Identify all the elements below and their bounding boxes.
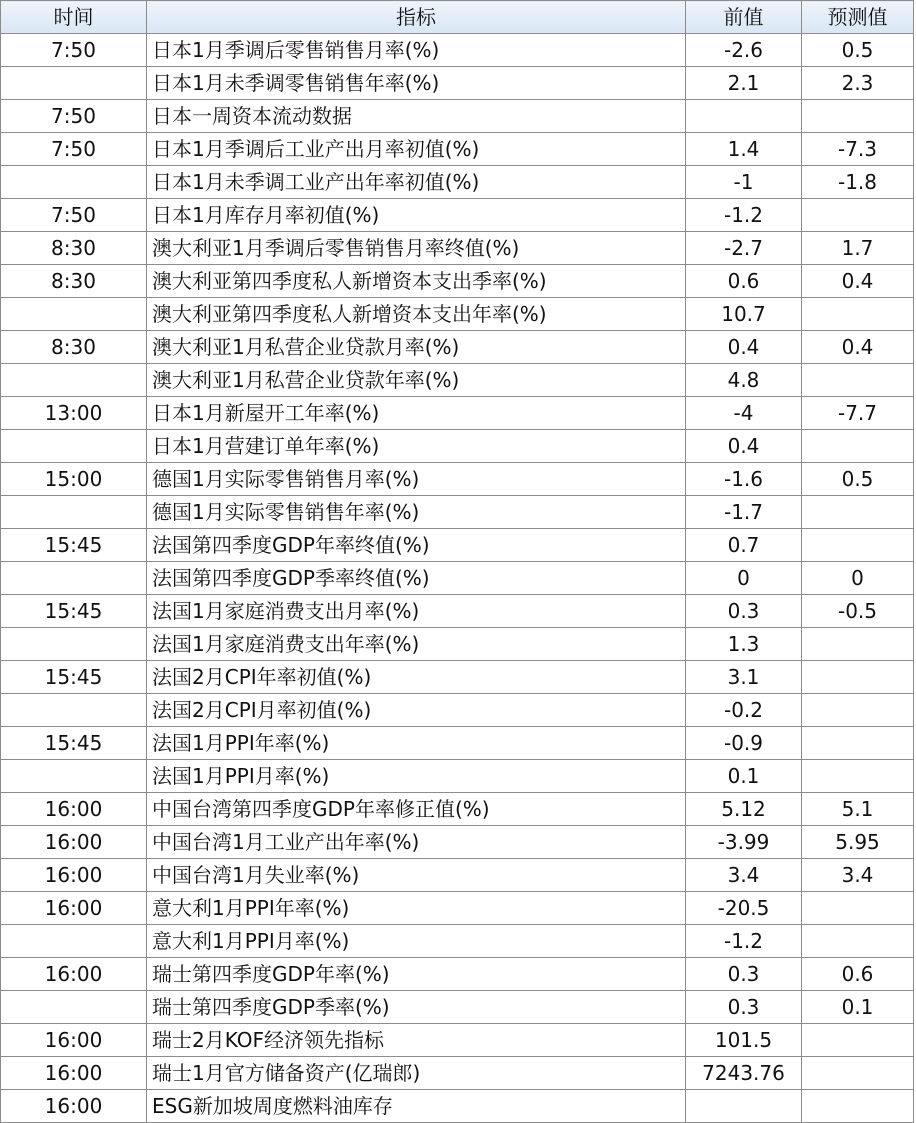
cell-indicator: 法国1月家庭消费支出月率(%) bbox=[147, 595, 686, 628]
cell-indicator: 澳大利亚第四季度私人新增资本支出年率(%) bbox=[147, 298, 686, 331]
cell-indicator: 法国1月PPI年率(%) bbox=[147, 727, 686, 760]
cell-forecast: 5.95 bbox=[802, 826, 914, 859]
header-row bbox=[1, 1, 914, 34]
cell-forecast bbox=[802, 1090, 914, 1123]
cell-previous: -1.2 bbox=[686, 925, 802, 958]
table-header bbox=[1, 1, 914, 34]
cell-forecast: 1.7 bbox=[802, 232, 914, 265]
cell-previous: 10.7 bbox=[686, 298, 802, 331]
cell-time bbox=[1, 364, 147, 397]
cell-previous: -3.99 bbox=[686, 826, 802, 859]
cell-time: 13:00 bbox=[1, 397, 147, 430]
cell-forecast bbox=[802, 430, 914, 463]
cell-forecast: 0.5 bbox=[802, 34, 914, 67]
table-row bbox=[1, 826, 914, 859]
table-row bbox=[1, 331, 914, 364]
cell-indicator: 法国2月CPI月率初值(%) bbox=[147, 694, 686, 727]
cell-previous: -20.5 bbox=[686, 892, 802, 925]
cell-forecast: 0.4 bbox=[802, 265, 914, 298]
cell-indicator: 德国1月实际零售销售年率(%) bbox=[147, 496, 686, 529]
cell-time: 16:00 bbox=[1, 958, 147, 991]
cell-previous: 0.3 bbox=[686, 595, 802, 628]
cell-previous bbox=[686, 100, 802, 133]
cell-time: 7:50 bbox=[1, 133, 147, 166]
cell-indicator: 日本1月营建订单年率(%) bbox=[147, 430, 686, 463]
cell-indicator: 日本1月库存月率初值(%) bbox=[147, 199, 686, 232]
table-row bbox=[1, 463, 914, 496]
cell-indicator: 日本1月未季调零售销售年率(%) bbox=[147, 67, 686, 100]
table-row bbox=[1, 34, 914, 67]
cell-indicator: 日本1月季调后零售销售月率(%) bbox=[147, 34, 686, 67]
cell-indicator: 澳大利亚1月季调后零售销售月率终值(%) bbox=[147, 232, 686, 265]
cell-previous: -1.6 bbox=[686, 463, 802, 496]
cell-forecast: -1.8 bbox=[802, 166, 914, 199]
table-row bbox=[1, 1057, 914, 1090]
cell-time: 15:45 bbox=[1, 727, 147, 760]
header-time: 时间 bbox=[1, 1, 147, 34]
cell-time: 16:00 bbox=[1, 892, 147, 925]
cell-forecast bbox=[802, 298, 914, 331]
cell-indicator: 中国台湾1月工业产出年率(%) bbox=[147, 826, 686, 859]
cell-indicator: 法国2月CPI年率初值(%) bbox=[147, 661, 686, 694]
cell-forecast bbox=[802, 1024, 914, 1057]
cell-previous: 1.4 bbox=[686, 133, 802, 166]
cell-time bbox=[1, 430, 147, 463]
cell-time: 7:50 bbox=[1, 34, 147, 67]
cell-forecast bbox=[802, 760, 914, 793]
table-row bbox=[1, 100, 914, 133]
table-row bbox=[1, 1024, 914, 1057]
table-row bbox=[1, 859, 914, 892]
table-row bbox=[1, 793, 914, 826]
table-row bbox=[1, 661, 914, 694]
table-row bbox=[1, 562, 914, 595]
cell-forecast bbox=[802, 100, 914, 133]
cell-previous: 0.3 bbox=[686, 991, 802, 1024]
cell-previous: 1.3 bbox=[686, 628, 802, 661]
cell-previous: -1.2 bbox=[686, 199, 802, 232]
cell-indicator: 法国第四季度GDP年率终值(%) bbox=[147, 529, 686, 562]
cell-previous: -1 bbox=[686, 166, 802, 199]
table-body bbox=[1, 34, 914, 1123]
table-row bbox=[1, 1090, 914, 1123]
cell-forecast: -7.3 bbox=[802, 133, 914, 166]
cell-previous: -1.7 bbox=[686, 496, 802, 529]
table-row bbox=[1, 265, 914, 298]
header-previous: 前值 bbox=[686, 1, 802, 34]
table-row bbox=[1, 925, 914, 958]
cell-time: 15:45 bbox=[1, 661, 147, 694]
cell-time: 15:00 bbox=[1, 463, 147, 496]
cell-forecast bbox=[802, 199, 914, 232]
cell-forecast: 5.1 bbox=[802, 793, 914, 826]
cell-time: 8:30 bbox=[1, 331, 147, 364]
cell-previous: 3.1 bbox=[686, 661, 802, 694]
cell-previous: 2.1 bbox=[686, 67, 802, 100]
cell-forecast: 3.4 bbox=[802, 859, 914, 892]
cell-forecast: 0.1 bbox=[802, 991, 914, 1024]
cell-forecast bbox=[802, 925, 914, 958]
cell-time: 16:00 bbox=[1, 826, 147, 859]
cell-indicator: 日本1月新屋开工年率(%) bbox=[147, 397, 686, 430]
cell-forecast: 2.3 bbox=[802, 67, 914, 100]
cell-indicator: 法国1月家庭消费支出年率(%) bbox=[147, 628, 686, 661]
cell-forecast bbox=[802, 364, 914, 397]
cell-forecast: 0.4 bbox=[802, 331, 914, 364]
cell-indicator: 法国1月PPI月率(%) bbox=[147, 760, 686, 793]
cell-forecast: -7.7 bbox=[802, 397, 914, 430]
cell-forecast bbox=[802, 496, 914, 529]
table-row bbox=[1, 67, 914, 100]
cell-time bbox=[1, 562, 147, 595]
cell-previous: 3.4 bbox=[686, 859, 802, 892]
cell-indicator: 瑞士2月KOF经济领先指标 bbox=[147, 1024, 686, 1057]
cell-time bbox=[1, 694, 147, 727]
cell-time: 16:00 bbox=[1, 1057, 147, 1090]
cell-indicator: 日本1月未季调工业产出年率初值(%) bbox=[147, 166, 686, 199]
header-forecast: 预测值 bbox=[802, 1, 914, 34]
cell-indicator: 日本一周资本流动数据 bbox=[147, 100, 686, 133]
cell-forecast bbox=[802, 727, 914, 760]
table-row bbox=[1, 628, 914, 661]
table-row bbox=[1, 166, 914, 199]
cell-indicator: 中国台湾第四季度GDP年率修正值(%) bbox=[147, 793, 686, 826]
cell-previous: 0.1 bbox=[686, 760, 802, 793]
table-row bbox=[1, 430, 914, 463]
cell-time: 7:50 bbox=[1, 100, 147, 133]
cell-time bbox=[1, 760, 147, 793]
cell-time bbox=[1, 67, 147, 100]
cell-time bbox=[1, 298, 147, 331]
cell-indicator: 日本1月季调后工业产出月率初值(%) bbox=[147, 133, 686, 166]
cell-indicator: 法国第四季度GDP季率终值(%) bbox=[147, 562, 686, 595]
table-row bbox=[1, 133, 914, 166]
cell-indicator: 澳大利亚1月私营企业贷款年率(%) bbox=[147, 364, 686, 397]
cell-previous: 0.4 bbox=[686, 331, 802, 364]
cell-previous: 5.12 bbox=[686, 793, 802, 826]
table-row bbox=[1, 397, 914, 430]
table-row bbox=[1, 199, 914, 232]
cell-previous: 4.8 bbox=[686, 364, 802, 397]
cell-previous: 0 bbox=[686, 562, 802, 595]
cell-previous: -0.9 bbox=[686, 727, 802, 760]
cell-time: 16:00 bbox=[1, 1024, 147, 1057]
cell-time: 8:30 bbox=[1, 232, 147, 265]
table-row bbox=[1, 298, 914, 331]
table-row bbox=[1, 958, 914, 991]
cell-previous: 0.6 bbox=[686, 265, 802, 298]
cell-indicator: ESG新加坡周度燃料油库存 bbox=[147, 1090, 686, 1123]
cell-previous: 0.7 bbox=[686, 529, 802, 562]
cell-forecast: -0.5 bbox=[802, 595, 914, 628]
cell-time: 7:50 bbox=[1, 199, 147, 232]
cell-forecast bbox=[802, 694, 914, 727]
cell-previous: 0.4 bbox=[686, 430, 802, 463]
table-row bbox=[1, 727, 914, 760]
cell-indicator: 澳大利亚第四季度私人新增资本支出季率(%) bbox=[147, 265, 686, 298]
table-row bbox=[1, 529, 914, 562]
cell-time: 16:00 bbox=[1, 859, 147, 892]
cell-forecast bbox=[802, 1057, 914, 1090]
cell-time bbox=[1, 925, 147, 958]
cell-indicator: 意大利1月PPI年率(%) bbox=[147, 892, 686, 925]
cell-previous: -2.7 bbox=[686, 232, 802, 265]
cell-forecast bbox=[802, 628, 914, 661]
cell-previous: -4 bbox=[686, 397, 802, 430]
cell-forecast: 0.6 bbox=[802, 958, 914, 991]
table-row bbox=[1, 991, 914, 1024]
cell-forecast bbox=[802, 661, 914, 694]
cell-indicator: 中国台湾1月失业率(%) bbox=[147, 859, 686, 892]
table-row bbox=[1, 595, 914, 628]
table-row bbox=[1, 496, 914, 529]
cell-previous: -2.6 bbox=[686, 34, 802, 67]
cell-forecast bbox=[802, 892, 914, 925]
cell-previous: 101.5 bbox=[686, 1024, 802, 1057]
table-row bbox=[1, 760, 914, 793]
cell-indicator: 意大利1月PPI月率(%) bbox=[147, 925, 686, 958]
table-row bbox=[1, 232, 914, 265]
cell-forecast: 0 bbox=[802, 562, 914, 595]
cell-time bbox=[1, 628, 147, 661]
cell-forecast bbox=[802, 529, 914, 562]
cell-forecast: 0.5 bbox=[802, 463, 914, 496]
cell-time: 15:45 bbox=[1, 595, 147, 628]
cell-indicator: 德国1月实际零售销售月率(%) bbox=[147, 463, 686, 496]
cell-indicator: 瑞士第四季度GDP季率(%) bbox=[147, 991, 686, 1024]
cell-time: 16:00 bbox=[1, 1090, 147, 1123]
cell-previous: 0.3 bbox=[686, 958, 802, 991]
header-indicator: 指标 bbox=[147, 1, 686, 34]
cell-time: 15:45 bbox=[1, 529, 147, 562]
cell-indicator: 瑞士1月官方储备资产(亿瑞郎) bbox=[147, 1057, 686, 1090]
cell-previous bbox=[686, 1090, 802, 1123]
table-row bbox=[1, 364, 914, 397]
cell-previous: 7243.76 bbox=[686, 1057, 802, 1090]
table-row bbox=[1, 892, 914, 925]
table-row bbox=[1, 694, 914, 727]
cell-time bbox=[1, 496, 147, 529]
cell-time: 16:00 bbox=[1, 793, 147, 826]
cell-indicator: 瑞士第四季度GDP年率(%) bbox=[147, 958, 686, 991]
cell-time bbox=[1, 166, 147, 199]
cell-previous: -0.2 bbox=[686, 694, 802, 727]
cell-indicator: 澳大利亚1月私营企业贷款月率(%) bbox=[147, 331, 686, 364]
cell-time bbox=[1, 991, 147, 1024]
cell-time: 8:30 bbox=[1, 265, 147, 298]
